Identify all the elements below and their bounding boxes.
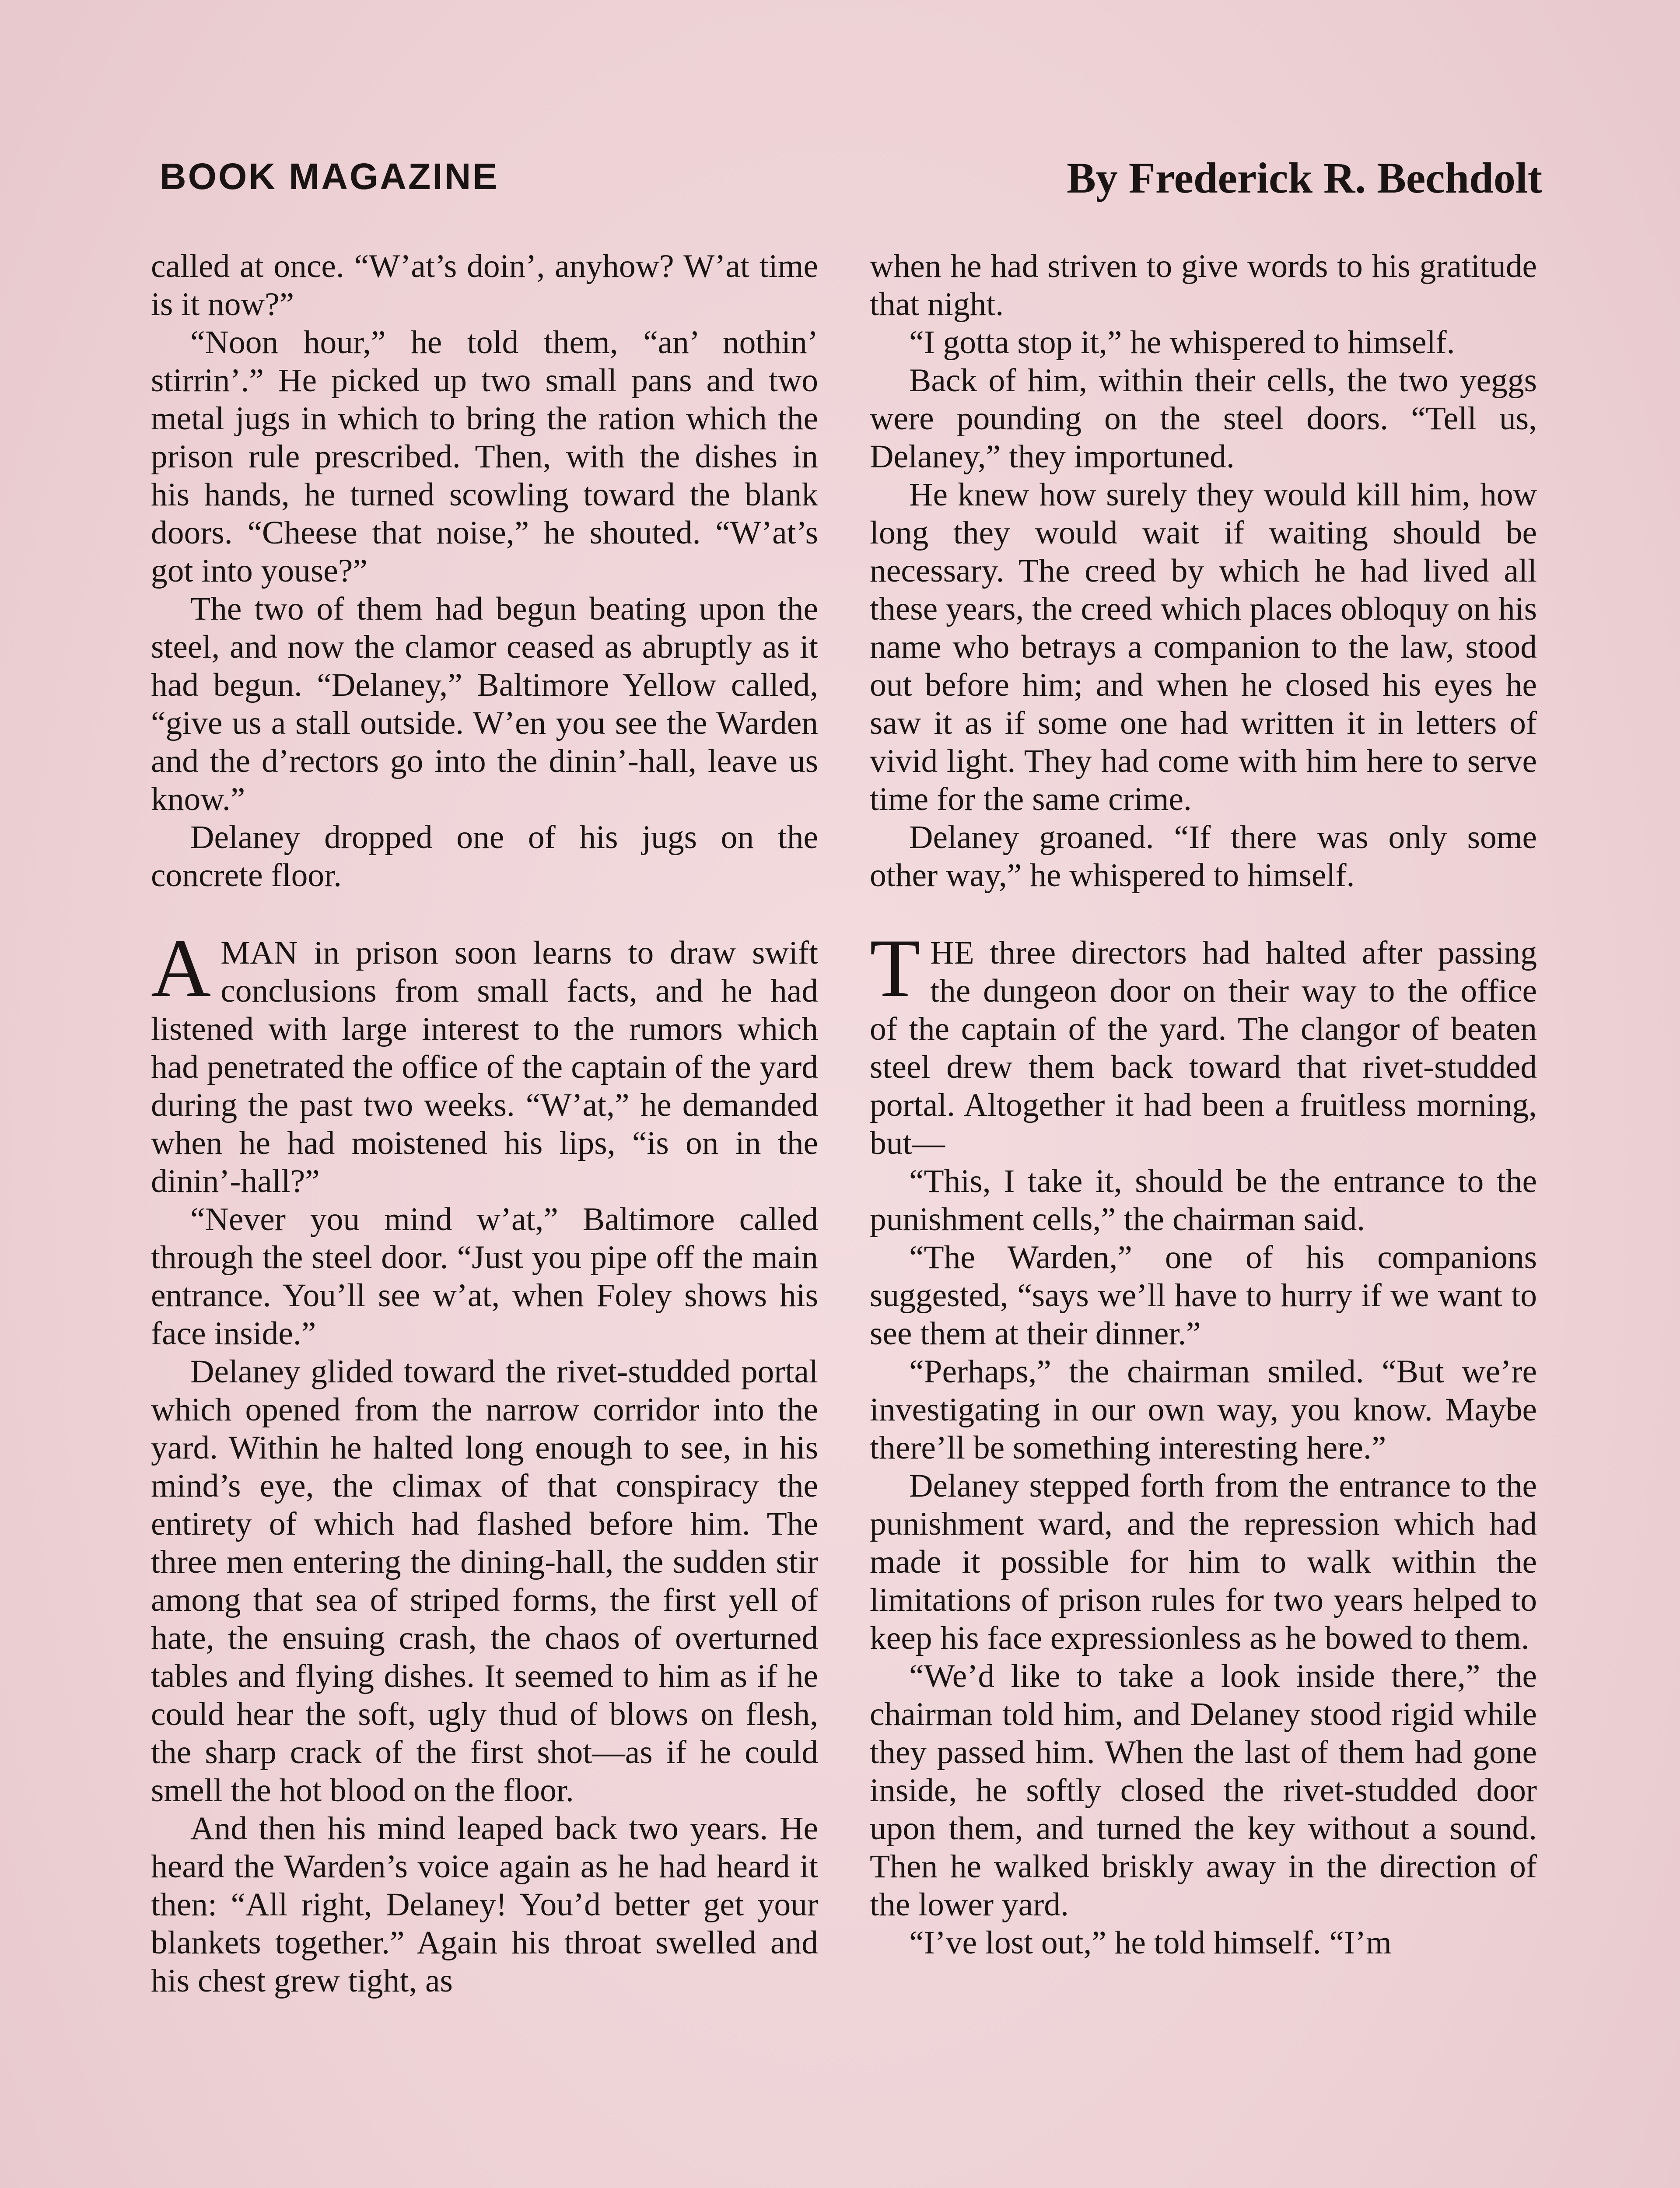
- paragraph: “Never you mind w’at,” Baltimore called through the steel door. “Just you pipe off the main entrance. You’ll see w’at, when Foley shows his face inside.”: [151, 1201, 818, 1352]
- magazine-title: BOOK MAGAZINE: [160, 156, 499, 197]
- section-break: [870, 894, 1537, 934]
- paragraph: “I’ve lost out,” he told himself. “I’m: [909, 1925, 1392, 1961]
- section-break: [151, 894, 818, 934]
- paragraph: called at once. “W’at’s doin’, anyhow? W’at time is it now?”: [151, 248, 818, 323]
- right-column: [870, 247, 1537, 1962]
- paragraph: Delaney stepped forth from the entrance to the punishment ward, and the repression which had made it possible for him to walk within the limitations of prison rules for two years helped to keep his face expressionless as he bowed to them.: [870, 1468, 1537, 1656]
- paragraph: “We’d like to take a look inside there,” the chairman told him, and Delaney stood rigid while they passed him. When the last of them had gone inside, he softly closed the rivet-studded door upon them, and turned the key without a sound. Then he walked briskly away in the direction of the lower yard.: [870, 1658, 1537, 1923]
- paragraph: And then his mind leaped back two years. He heard the Warden’s voice again as he had heard it then: “All right, Delaney! You’d better get your blankets together.” Again his throat swelled and his chest grew tight, as: [151, 1810, 818, 1999]
- section-opening-paragraph: [870, 922, 1537, 1162]
- paragraph: Delaney glided toward the rivet-studded portal which opened from the narrow corridor into the yard. Within he halted long enough to see, in his mind’s eye, the climax of that conspiracy the entirety of which had flashed before him. The three men entering the dining-hall, the sudden stir among that sea of striped forms, the first yell of hate, the ensuing crash, the chaos of overturned tables and flying dishes. It seemed to him as if he could hear the soft, ugly thud of blows on flesh, the sharp crack of the first shot—as if he could smell the hot blood on the floor.: [151, 1353, 818, 1809]
- drop-cap: T: [870, 922, 921, 1014]
- paragraph: Delaney groaned. “If there was only some other way,” he whispered to himself.: [870, 819, 1537, 894]
- paragraph: Delaney dropped one of his jugs on the concrete floor.: [151, 819, 818, 894]
- paragraph: “Perhaps,” the chairman smiled. “But we’re investigating in our own way, you know. Maybe there’ll be something interesting here.”: [870, 1353, 1537, 1466]
- left-column: [151, 247, 818, 2000]
- paragraph: “Noon hour,” he told them, “an’ nothin’ stirrin’.” He picked up two small pans and two metal jugs in which to bring the ration which the prison rule prescribed. Then, with the dishes in his hands, he turned scowling toward the blank doors. “Cheese that noise,” he shouted. “W’at’s got into youse?”: [151, 324, 818, 589]
- paragraph: He knew how surely they would kill him, how long they would wait if waiting should be necessary. The creed by which he had lived all these years, the creed which places obloquy on his name who betrays a companion to the law, stood out before him; and when he closed his eyes he saw it as if some one had written it in letters of vivid light. They had come with him here to serve time for the same crime.: [870, 477, 1537, 817]
- section-opening-paragraph: [151, 922, 818, 1200]
- paragraph: “The Warden,” one of his companions suggested, “says we’ll have to hurry if we want to see them at their dinner.”: [870, 1239, 1537, 1352]
- paragraph-text: MAN in prison soon learns to draw swift conclusions from small facts, and he had listened with large interest to the rumors which had penetrated the office of the captain of the yard during the past two weeks. “W’at,” he demanded when he had moistened his lips, “is on in the dinin’-hall?”: [151, 935, 818, 1199]
- running-head: [160, 155, 1542, 203]
- paragraph: Back of him, within their cells, the two yeggs were pounding on the steel doors. “Tell us, Delaney,” they importuned.: [870, 362, 1537, 475]
- paragraph: when he had striven to give words to his gratitude that night.: [870, 248, 1537, 323]
- paragraph: “I gotta stop it,” he whispered to himself.: [909, 324, 1455, 361]
- author-byline: By Frederick R. Bechdolt: [1067, 154, 1542, 202]
- drop-cap: A: [151, 922, 211, 1014]
- paragraph: The two of them had begun beating upon the steel, and now the clamor ceased as abruptly as it had begun. “Delaney,” Baltimore Yellow called, “give us a stall outside. W’en you see the Warden and the d’rectors go into the dinin’-hall, leave us know.”: [151, 591, 818, 817]
- paragraph: “This, I take it, should be the entrance to the punishment cells,” the chairman said.: [870, 1163, 1537, 1238]
- paragraph-text: HE three directors had halted after passing the dungeon door on their way to the office of the captain of the yard. The clangor of beaten steel drew them back toward that rivet-studded portal. Altogether it had been a fruitless morning, but—: [870, 935, 1537, 1161]
